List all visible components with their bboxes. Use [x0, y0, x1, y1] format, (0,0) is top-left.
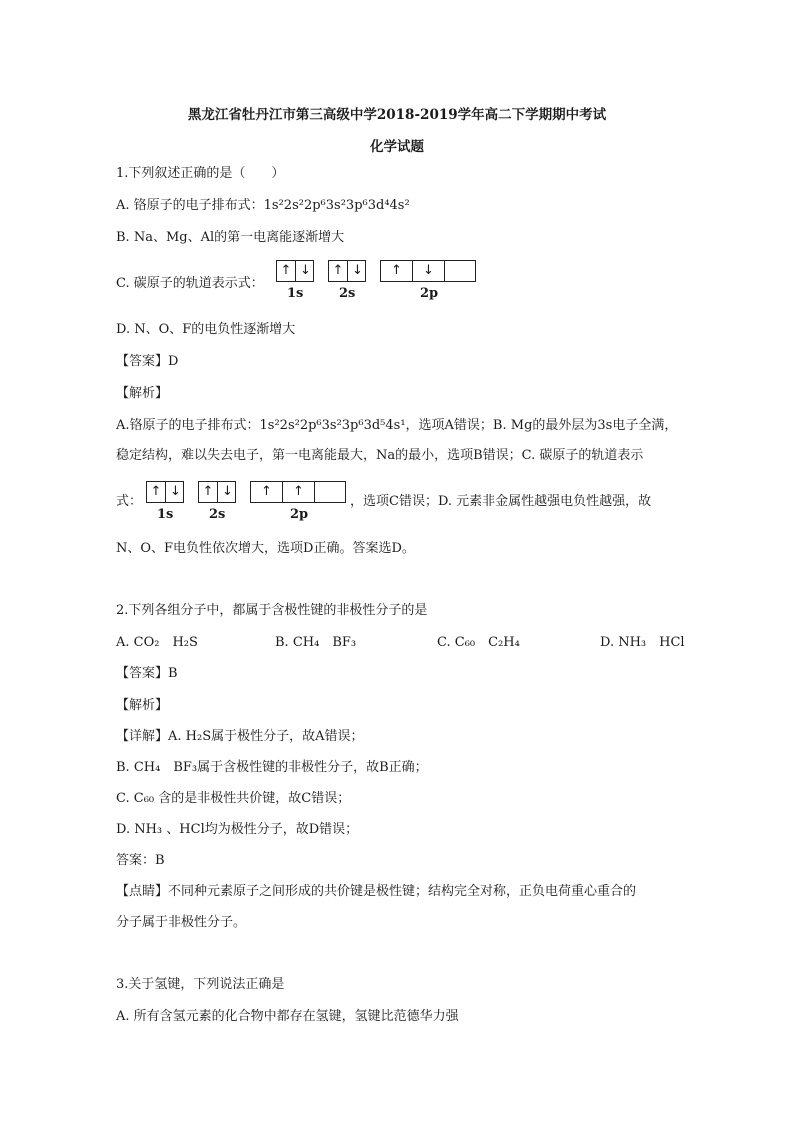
q1-analysis-label: 【解析】	[116, 386, 169, 401]
q2-option-b: B. CH₄ BF₃	[275, 635, 357, 650]
explanation-orbital-cell: ↑	[283, 482, 315, 502]
q2-detail-3: C. C₆₀ 含的是非极性共价键，故C错误；	[116, 791, 351, 806]
option-c-orbital-label: 1s	[287, 286, 304, 301]
q2-tip-line-1: 【点睛】不同种元素原子之间形成的共价键是极性键；结构完全对称，正负电荷重心重合的	[116, 884, 637, 899]
explanation-orbital-cell: ↓	[170, 484, 181, 499]
explanation-orbital-box-2s	[198, 481, 236, 503]
document-title: 黑龙江省牡丹江市第三高级中学2018-2019学年高二下学期期中考试	[187, 107, 607, 123]
option-c-orbital-box-1s	[276, 260, 314, 282]
option-c-orbital-label: 2s	[339, 286, 356, 301]
q2-stem: 2.下列各组分子中，都属于含极性键的非极性分子的是	[116, 603, 428, 618]
q1-explanation-line-4: N、O、F电负性依次增大，选项D正确。答案选D。	[116, 541, 415, 556]
explanation-orbital-cell: ↑	[251, 482, 283, 502]
q1-stem: 1.下列叙述正确的是（ ）	[116, 166, 285, 181]
q1-option-c: C. 碳原子的轨道表示式：	[116, 276, 264, 291]
q1-option-a-prefix: A. 铬原子的电子排布式：	[116, 198, 264, 213]
explanation-orbital-label: 1s	[157, 507, 174, 522]
q2-detail-2: B. CH₄ BF₃属于含极性键的非极性分子，故B正确；	[116, 760, 428, 775]
q1-explanation-line-1: A.铬原子的电子排布式：1s²2s²2p⁶3s²3p⁶3d⁵4s¹，选项A错误；B. Mg的最外层为3s电子全满，	[116, 418, 678, 433]
option-c-orbital-cell	[445, 261, 477, 281]
option-c-orbital-cell: ↓	[300, 263, 311, 278]
q1-answer: 【答案】D	[116, 354, 179, 369]
explanation-orbital-label: 2p	[290, 507, 309, 522]
q2-option-a: A. CO₂ H₂S	[116, 635, 198, 650]
q2-detail-1: 【详解】A. H₂S属于极性分子，故A错误；	[116, 729, 364, 744]
option-c-orbital-cell: ↑	[329, 261, 348, 281]
option-c-orbital-box-2s	[328, 260, 366, 282]
q2-detail-5: 答案：B	[116, 853, 165, 868]
explanation-orbital-box-1s	[146, 481, 184, 503]
q1-option-d: D. N、O、F的电负性逐渐增大	[116, 322, 296, 337]
explanation-orbital-cell: ↓	[222, 484, 233, 499]
q3-stem: 3.关于氢键，下列说法正确是	[116, 977, 285, 992]
explanation-orbital-cell	[315, 482, 347, 502]
q2-answer: 【答案】B	[116, 666, 178, 681]
q3-option-a: A. 所有含氢元素的化合物中都存在氢键，氢键比范德华力强	[116, 1009, 459, 1024]
explanation-orbital-cell: ↑	[147, 482, 166, 502]
q1-explanation-line-3a: 式：	[116, 494, 143, 509]
q1-option-b: B. Na、Mg、Al的第一电离能逐渐增大	[116, 230, 345, 245]
q1-option-a-config: 1s²2s²2p⁶3s²3p⁶3d⁴4s²	[263, 198, 410, 213]
q2-detail-4: D. NH₃ 、HCl均为极性分子，故D错误；	[116, 822, 359, 837]
explanation-orbital-cell: ↑	[199, 482, 218, 502]
explanation-orbital-box-2p	[250, 481, 346, 503]
document-subtitle: 化学试题	[370, 139, 424, 155]
option-c-orbital-cell: ↑	[277, 261, 296, 281]
q2-analysis-label: 【解析】	[116, 698, 169, 713]
explanation-orbital-label: 2s	[209, 507, 226, 522]
q2-option-c: C. C₆₀ C₂H₄	[437, 635, 520, 650]
option-c-orbital-cell: ↓	[413, 261, 445, 281]
option-c-orbital-label: 2p	[420, 286, 439, 301]
option-c-orbital-box-2p	[380, 260, 476, 282]
option-c-orbital-cell: ↑	[381, 261, 413, 281]
q2-option-d: D. NH₃ HCl	[600, 635, 685, 650]
q2-tip-line-2: 分子属于非极性分子。	[116, 915, 247, 930]
option-c-orbital-cell: ↓	[352, 263, 363, 278]
q1-explanation-line-2: 稳定结构，难以失去电子，第一电离能最大，Na的最小，选项B错误；C. 碳原子的轨道表示	[116, 448, 644, 463]
q1-option-a	[116, 197, 410, 215]
q1-explanation-line-3b: ，选项C错误；D. 元素非金属性越强电负性越强，故	[350, 494, 652, 509]
